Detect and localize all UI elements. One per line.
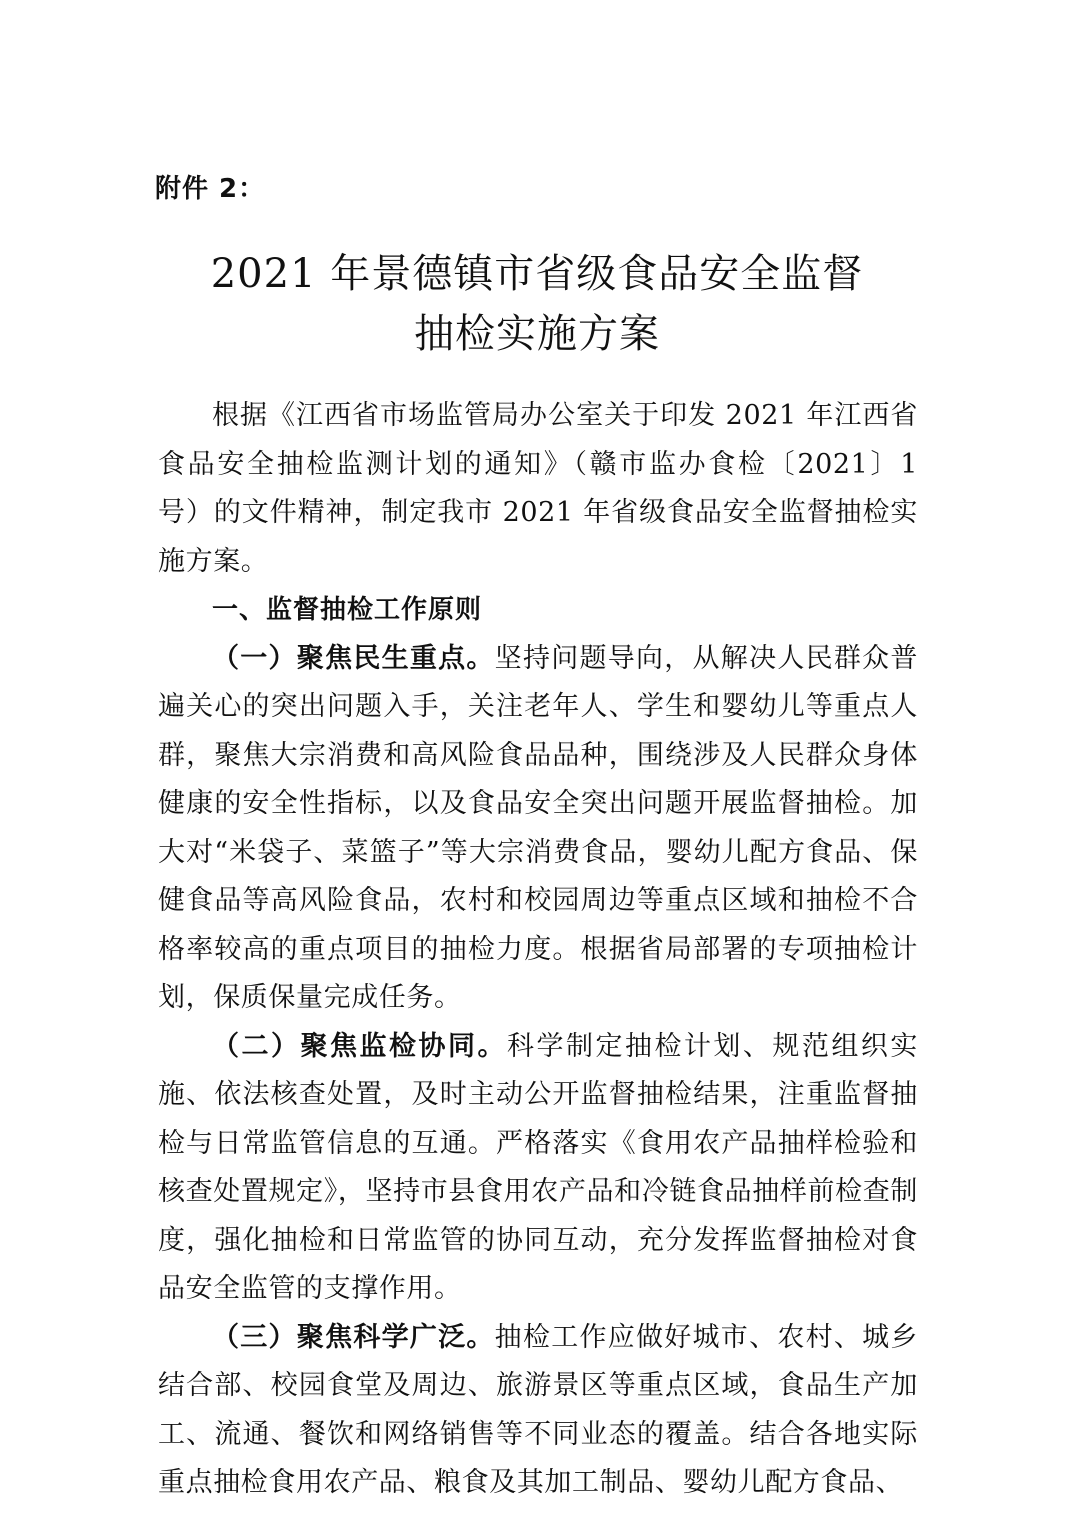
principle-paragraph-2: [158, 1023, 918, 1314]
principle-title-2: （二）聚焦监检协同。: [212, 1030, 507, 1062]
principle-paragraph-1: [158, 635, 918, 1023]
attachment-label: 附件 2：: [155, 174, 266, 204]
document-title-line-2: 抽检实施方案: [414, 311, 660, 357]
principle-text-1: 坚持问题导向，从解决人民群众普遍关心的突出问题入手，关注老年人、学生和婴幼儿等重点人群，聚焦大宗消费和高风险食品品种，围绕涉及人民群众身体健康的安全性指标，以及食品安全突出问题开展监督抽检。加大对“米袋子、菜篮子”等大宗消费食品，婴幼儿配方食品、保健食品等高风险食品，农村和校园周边等重点区域和抽检不合格率较高的重点项目的抽检力度。根据省局部署的专项抽检计划，保质保量完成任务。: [158, 642, 919, 1013]
section-heading-principles: 一、监督抽检工作原则: [212, 595, 483, 625]
principle-title-3: （三）聚焦科学广泛。: [212, 1321, 495, 1353]
document-title: [0, 244, 1074, 364]
document-body: [158, 392, 918, 1508]
principle-title-1: （一）聚焦民生重点。: [212, 642, 495, 674]
principle-text-2: 科学制定抽检计划、规范组织实施、依法核查处置，及时主动公开监督抽检结果，注重监督抽检与日常监管信息的互通。严格落实《食用农产品抽样检验和核查处置规定》，坚持市县食用农产品和冷链食品抽样前检查制度，强化抽检和日常监管的协同互动，充分发挥监督抽检对食品安全监管的支撑作用。: [158, 1030, 919, 1304]
document-title-line-1: 2021 年景德镇市省级食品安全监督: [210, 251, 864, 297]
principle-text-3: 抽检工作应做好城市、农村、城乡结合部、校园食堂及周边、旅游景区等重点区域，食品生产加工、流通、餐饮和网络销售等不同业态的覆盖。结合各地实际重点抽检食用农产品、粮食及其加工制品、婴幼儿配方食品、: [158, 1321, 919, 1498]
intro-paragraph: 根据《江西省市场监管局办公室关于印发 2021 年江西省食品安全抽检监测计划的通知》（赣市监办食检〔2021〕1 号）的文件精神，制定我市 2021 年省级食品安全监督抽检实施方案。: [158, 400, 918, 577]
principle-paragraph-3: [158, 1314, 918, 1508]
